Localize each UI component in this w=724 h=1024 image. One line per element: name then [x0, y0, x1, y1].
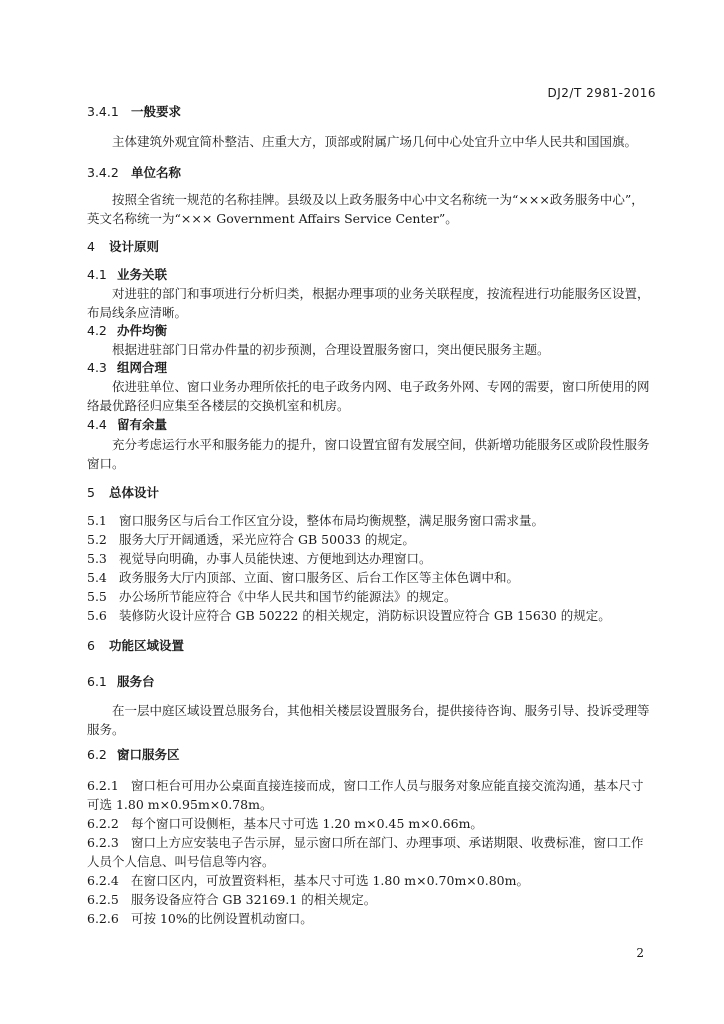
item-number: 6.2.1: [87, 778, 119, 793]
heading-6-1: [87, 673, 155, 691]
item-text: 服务设备应符合 GB 32169.1 的相关规定。: [131, 892, 377, 907]
item-text: 服务大厅开阔通透，采光应符合 GB 50033 的规定。: [119, 532, 415, 547]
paragraph-line: 英文名称统一为“××× Government Affairs Service Center”。: [87, 211, 458, 226]
list-item: [87, 550, 432, 568]
paragraph-line: 充分考虑运行水平和服务能力的提升，窗口设置宜留有发展空间，供新增功能服务区或阶段性服务: [112, 437, 650, 452]
paragraph-line: 按照全省统一规范的名称挂牌。县级及以上政务服务中心中文名称统一为“×××政务服务中心”，: [112, 192, 644, 207]
list-item-continuation: 可选 1.80 m×0.95m×0.78m。: [87, 797, 273, 812]
paragraph-line: 根据进驻部门日常办件量的初步预测，合理设置服务窗口，突出便民服务主题。: [112, 342, 550, 357]
paragraph-line: 对进驻的部门和事项进行分析归类，根据办理事项的业务关联程度，按流程进行功能服务区设置，: [112, 286, 650, 301]
heading-4-3: [87, 359, 167, 377]
paragraph: 主体建筑外观宜简朴整洁、庄重大方，顶部或附属广场几何中心处宜升立中华人民共和国国旗。: [112, 134, 638, 149]
section-title: 服务台: [117, 674, 155, 689]
list-item: [87, 815, 483, 833]
section-number: 6: [87, 638, 95, 653]
heading-3-4-1: [87, 103, 181, 121]
item-number: 5.3: [87, 551, 107, 566]
list-item: [87, 777, 644, 795]
section-number: 4.1: [87, 267, 107, 282]
list-item: [87, 872, 529, 890]
list-item: [87, 891, 376, 909]
section-number: 3.4.1: [87, 104, 119, 119]
section-title: 窗口服务区: [117, 747, 180, 762]
item-text: 可按 10%的比例设置机动窗口。: [131, 911, 313, 926]
paragraph-line: 络最优路径归应集至各楼层的交换机室和机房。: [87, 398, 350, 413]
list-item-continuation: 人员个人信息、叫号信息等内容。: [87, 854, 275, 869]
item-number: 6.2.4: [87, 873, 119, 888]
item-number: 5.1: [87, 513, 107, 528]
heading-6-2: [87, 746, 180, 764]
paragraph-line: 服务。: [87, 722, 125, 737]
heading-4-2: [87, 322, 167, 340]
page-number: 2: [636, 946, 644, 960]
heading-4: [87, 238, 159, 256]
item-text: 在窗口区内，可放置资料柜，基本尺寸可选 1.80 m×0.70m×0.80m。: [131, 873, 529, 888]
item-text: 窗口上方应安装电子告示屏，显示窗口所在部门、办理事项、承诺期限、收费标准，窗口工作: [131, 835, 644, 850]
item-text: 视觉导向明确，办事人员能快速、方便地到达办理窗口。: [119, 551, 432, 566]
paragraph-line: 窗口。: [87, 456, 125, 471]
section-number: 4.4: [87, 417, 107, 432]
list-item: [87, 569, 519, 587]
item-number: 6.2.6: [87, 911, 119, 926]
list-item: [87, 588, 457, 606]
item-number: 5.4: [87, 570, 107, 585]
section-title: 业务关联: [117, 267, 168, 282]
document-code: DJ2/T 2981-2016: [547, 86, 656, 100]
item-number: 5.2: [87, 532, 107, 547]
item-number: 6.2.3: [87, 835, 119, 850]
section-number: 6.1: [87, 674, 107, 689]
item-number: 6.2.2: [87, 816, 119, 831]
list-item: [87, 531, 415, 549]
section-number: 4.2: [87, 323, 107, 338]
section-title: 一般要求: [131, 104, 182, 119]
section-title: 功能区域设置: [109, 638, 185, 653]
section-number: 3.4.2: [87, 165, 119, 180]
list-item: [87, 607, 611, 625]
section-number: 5: [87, 485, 95, 500]
item-number: 6.2.5: [87, 892, 119, 907]
item-text: 装修防火设计应符合 GB 50222 的相关规定，消防标识设置应符合 GB 15630 的规定。: [119, 608, 611, 623]
list-item: [87, 512, 544, 530]
paragraph-line: 布局线条应清晰。: [87, 305, 188, 320]
section-number: 4.3: [87, 360, 107, 375]
section-title: 设计原则: [109, 239, 160, 254]
heading-4-1: [87, 266, 167, 284]
paragraph-line: 依进驻单位、窗口业务办理所依托的电子政务内网、电子政务外网、专网的需要，窗口所使用的网: [112, 379, 650, 394]
section-number: 6.2: [87, 747, 107, 762]
paragraph-line: 在一层中庭区域设置总服务台，其他相关楼层设置服务台，提供接待咨询、服务引导、投诉受理等: [112, 703, 650, 718]
heading-6: [87, 637, 184, 655]
section-title: 留有余量: [117, 417, 168, 432]
heading-3-4-2: [87, 164, 181, 182]
section-title: 总体设计: [109, 485, 160, 500]
item-number: 5.5: [87, 589, 107, 604]
heading-4-4: [87, 416, 167, 434]
item-number: 5.6: [87, 608, 107, 623]
item-text: 窗口柜台可用办公桌面直接连接而成，窗口工作人员与服务对象应能直接交流沟通，基本尺寸: [131, 778, 644, 793]
heading-5: [87, 484, 159, 502]
item-text: 办公场所节能应符合《中华人民共和国节约能源法》的规定。: [119, 589, 457, 604]
section-title: 办件均衡: [117, 323, 168, 338]
section-title: 单位名称: [131, 165, 182, 180]
list-item: [87, 910, 313, 928]
section-title: 组网合理: [117, 360, 168, 375]
item-text: 窗口服务区与后台工作区宜分设，整体布局均衡规整，满足服务窗口需求量。: [119, 513, 545, 528]
list-item: [87, 834, 644, 852]
item-text: 每个窗口可设侧柜，基本尺寸可选 1.20 m×0.45 m×0.66m。: [131, 816, 483, 831]
item-text: 政务服务大厅内顶部、立面、窗口服务区、后台工作区等主体色调中和。: [119, 570, 520, 585]
section-number: 4: [87, 239, 95, 254]
